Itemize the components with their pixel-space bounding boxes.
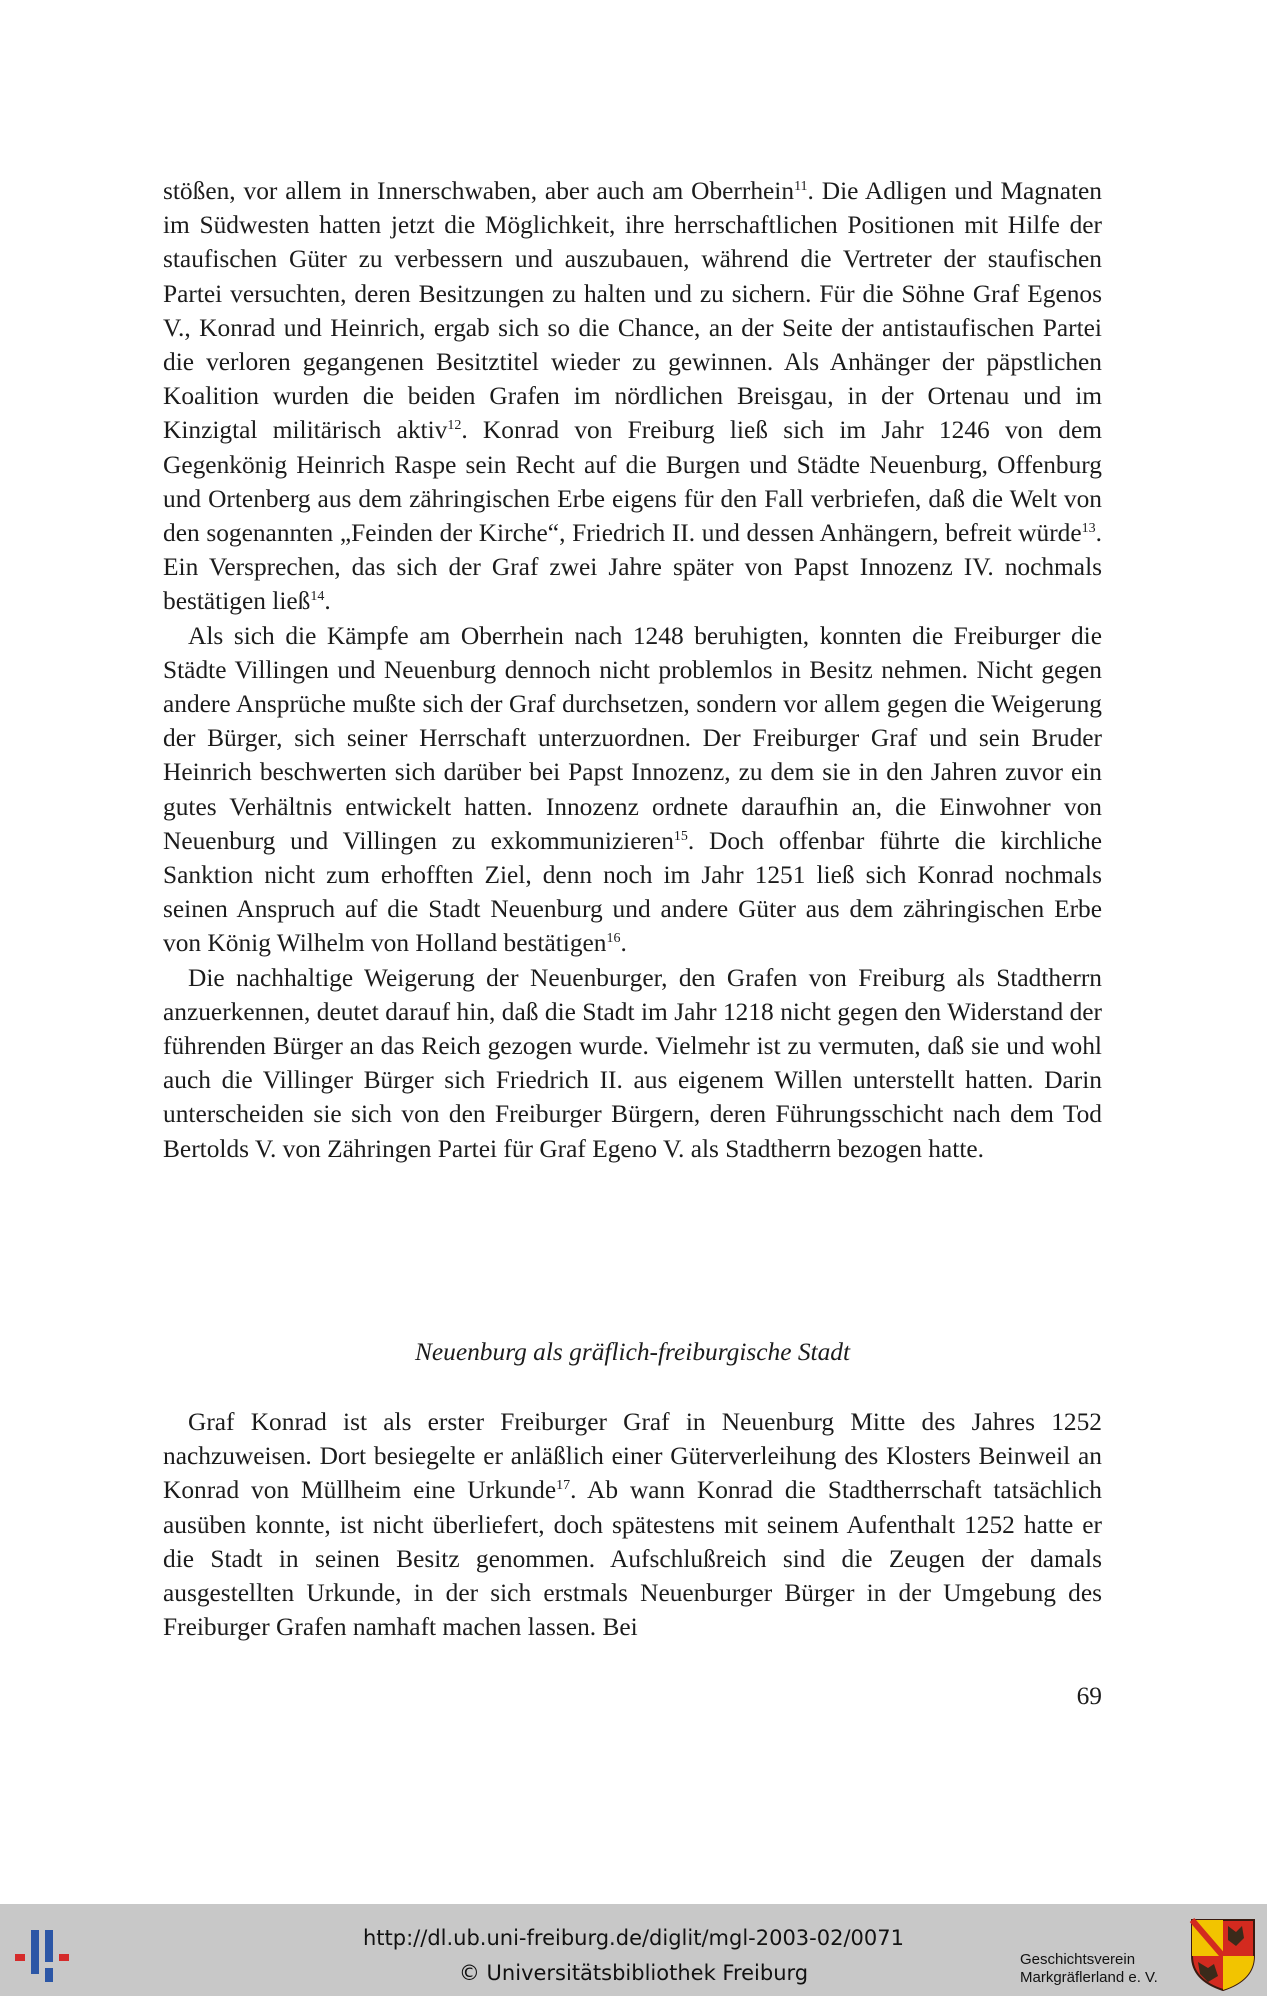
society-line-1: Geschichtsverein <box>1020 1951 1136 1968</box>
paragraph-4: Graf Konrad ist als erster Freiburger Graf in Neuenburg Mitte des Jahres 1252 nachzuweisen. Dort besiegelte er anläßlich einer Güterverleihung des Klosters Beinweil an Konrad von Müllheim eine Urkunde$^{17}$. Ab wann Konrad die Stadtherrschaft tatsächlich ausüben konnte, ist nicht überliefert, doch spätestens mit seinem Aufenthalt 1252 hatte er die Stadt in seinen Besitz genommen. Aufschlußreich sind die Zeugen der damals ausgestellten Urkunde, in der sich erstmals Neuenburger Bürger in der Umgebung des Freiburger Grafen namhaft machen lassen. Bei <box>163 1408 1103 1642</box>
body-text-bottom <box>163 1405 1102 1644</box>
footnote-ref[interactable]: 12 <box>447 418 462 434</box>
paragraph-2: Als sich die Kämpfe am Oberrhein nach 1248 beruhigten, konnten die Freiburger die Städte Villingen und Neuenburg dennoch nicht problemlos in Besitz nehmen. Nicht gegen andere Ansprüche mußte sich der Graf durchsetzen, sondern vor allem gegen die Weigerung der Bürger, sich seiner Herrschaft unterzuordnen. Der Freiburger Graf und sein Bruder Heinrich beschwerten sich darüber bei Papst Innozenz, zu dem sie in den Jahren zuvor ein gutes Verhältnis entwickelt hatten. Innozenz ordnete daraufhin an, die Einwohner von Neuenburg und Villingen zu exkommunizieren$^{15}$. Doch offenbar führte die kirchliche Sanktion nicht zum erhofften Ziel, denn noch im Jahr 1251 ließ sich Konrad nochmals seinen Anspruch auf die Stadt Neuenburg und andere Güter aus dem zähringischen Erbe von König Wilhelm von Holland bestätigen$^{16}$. <box>163 621 1102 958</box>
document-url-link[interactable]: http://dl.ub.uni-freiburg.de/diglit/mgl-2003-02/0071 <box>362 1926 904 1950</box>
copyright-notice: © Universitätsbibliothek Freiburg <box>458 1961 809 1985</box>
footnote-ref[interactable]: 17 <box>556 1478 571 1494</box>
footnote-ref[interactable]: 16 <box>606 931 621 947</box>
footnote-ref[interactable]: 15 <box>673 828 688 844</box>
body-text-top <box>163 174 1102 1166</box>
page-number: 69 <box>1076 1682 1102 1710</box>
footer-bar <box>0 1904 1267 1996</box>
section-heading: Neuenburg als gräflich-freiburgische Stadt <box>414 1338 851 1366</box>
society-name <box>1020 1951 1158 1987</box>
paragraph-1: stößen, vor allem in Innerschwaben, aber auch am Oberrhein$^{11}$. Die Adligen und Magnaten im Südwesten hatten jetzt die Möglichkeit, ihre herrschaftlichen Positionen mit Hilfe der staufischen Güter zu verbessern und auszubauen, während die Vertreter der staufischen Partei versuchten, deren Besitzungen zu halten und zu sichern. Für die Söhne Graf Egenos V., Konrad und Heinrich, ergab sich so die Chance, an der Seite der antistaufischen Partei die verloren gegangenen Besitztitel wieder zu gewinnen. Als Anhänger der päpstlichen Koalition wurden die beiden Grafen im nördlichen Breisgau, in der Ortenau und im Kinzigtal militärisch aktiv$^{12}$. Konrad von Freiburg ließ sich im Jahr 1246 von dem Gegenkönig Heinrich Raspe sein Recht auf die Burgen und Städte Neuenburg, Offenburg und Ortenberg aus dem zähringischen Erbe eigens für den Fall verbriefen, daß die Welt von den sogenannten „Feinden der Kirche“, Friedrich II. und dessen Anhängern, befreit würde$^{13}$. Ein Versprechen, das sich der Graf zwei Jahre später von Papst Innozenz IV. nochmals bestätigen ließ$^{14}$. <box>163 177 1103 616</box>
footnote-ref[interactable]: 11 <box>794 179 808 194</box>
footnote-ref[interactable]: 14 <box>310 589 325 605</box>
footnote-ref[interactable]: 13 <box>1081 521 1096 537</box>
paragraph-3: Die nachhaltige Weigerung der Neuenburger, den Grafen von Freiburg als Stadtherrn anzuerkennen, deutet darauf hin, daß die Stadt im Jahr 1218 nicht gegen den Widerstand der führenden Bürger an das Reich gezogen wurde. Vielmehr ist zu vermuten, daß sie und wohl auch die Villinger Bürger sich Friedrich II. aus eigenem Willen unterstellt hatten. Darin unterscheiden sie sich von den Freiburger Bürgern, deren Führungsschicht nach dem Tod Bertolds V. von Zähringen Partei für Graf Egeno V. als Stadtherrn bezogen hatte. <box>163 963 1102 1163</box>
coat-of-arms-icon[interactable] <box>1188 1916 1258 1992</box>
society-line-2: Markgräflerland e. V. <box>1020 1969 1158 1986</box>
